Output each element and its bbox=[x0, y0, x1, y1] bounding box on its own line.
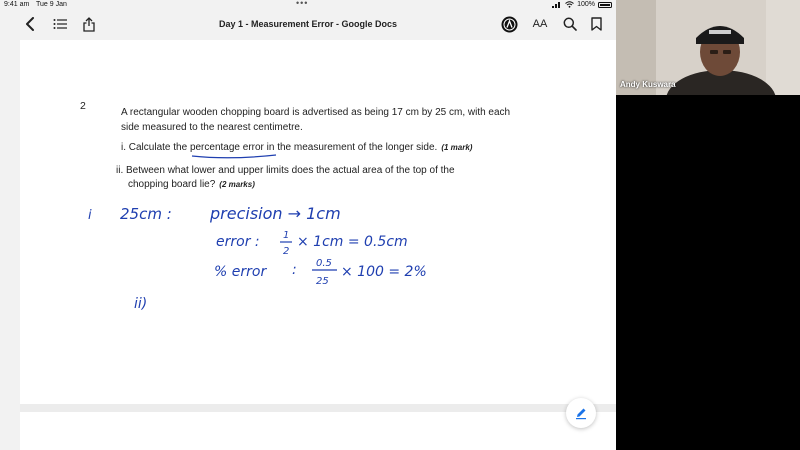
part-i-marks: (1 mark) bbox=[441, 143, 473, 152]
hw-label-i: i bbox=[88, 208, 92, 223]
document-title: Day 1 - Measurement Error - Google Docs bbox=[218, 19, 398, 29]
status-date: Tue 9 Jan bbox=[36, 1, 67, 8]
signal-icon bbox=[552, 1, 562, 8]
pencil-icon bbox=[574, 406, 588, 420]
hw-pct-label: % error bbox=[214, 264, 267, 280]
search-icon[interactable] bbox=[561, 14, 579, 34]
question-part-i bbox=[121, 142, 472, 153]
question-number: 2 bbox=[80, 100, 86, 112]
hw-value: 25cm : bbox=[120, 205, 172, 223]
part-ii-marks: (2 marks) bbox=[219, 180, 255, 189]
app-toolbar bbox=[0, 10, 616, 38]
next-document-page[interactable] bbox=[20, 412, 616, 450]
hw-error-label: error : bbox=[216, 234, 260, 250]
document-page[interactable] bbox=[20, 40, 616, 450]
status-bar bbox=[0, 0, 616, 10]
hw-label-ii: ii) bbox=[134, 296, 148, 312]
page-break bbox=[20, 404, 616, 412]
participant-name: Andy Kuswara bbox=[620, 80, 676, 89]
part-i-prefix: i. Calculate the bbox=[121, 142, 190, 153]
text-size-button[interactable]: AA bbox=[532, 18, 548, 30]
part-ii-line1: ii. Between what lower and upper limits does the actual area of the top of the bbox=[116, 165, 455, 176]
question-part-ii bbox=[116, 164, 516, 192]
hw-error-calc: × 1cm = 0.5cm bbox=[297, 234, 408, 250]
multitasking-dots-icon[interactable]: ••• bbox=[296, 0, 309, 8]
bookmark-icon[interactable] bbox=[588, 14, 604, 34]
accessibility-icon[interactable] bbox=[499, 14, 519, 34]
question-text: A rectangular wooden chopping board is advertised as being 17 cm by 25 cm, with each side measured to the nearest centimetre. bbox=[121, 107, 511, 133]
battery-percent: 100% bbox=[577, 1, 595, 8]
edit-fab-button[interactable] bbox=[566, 398, 596, 428]
participant-video bbox=[616, 0, 800, 95]
hw-frac-den: 25 bbox=[316, 276, 329, 287]
part-i-suffix: in the measurement of the longer side. bbox=[263, 142, 438, 153]
hw-frac-num: 0.5 bbox=[316, 258, 332, 269]
hw-pct-colon: : bbox=[292, 262, 297, 278]
battery-icon bbox=[598, 2, 612, 8]
status-indicators bbox=[552, 1, 612, 8]
part-ii-line2-wrap bbox=[116, 178, 516, 192]
wifi-icon bbox=[565, 1, 574, 8]
hw-half-den: 2 bbox=[283, 246, 290, 257]
hw-pct-calc: × 100 = 2% bbox=[341, 264, 427, 280]
part-i-underlined: percentage error bbox=[189, 142, 264, 153]
hw-precision: precision → 1cm bbox=[210, 204, 341, 223]
status-time: 9:41 am bbox=[4, 1, 30, 8]
hw-half-num: 1 bbox=[283, 230, 290, 241]
part-ii-line2: chopping board lie? bbox=[128, 179, 216, 190]
